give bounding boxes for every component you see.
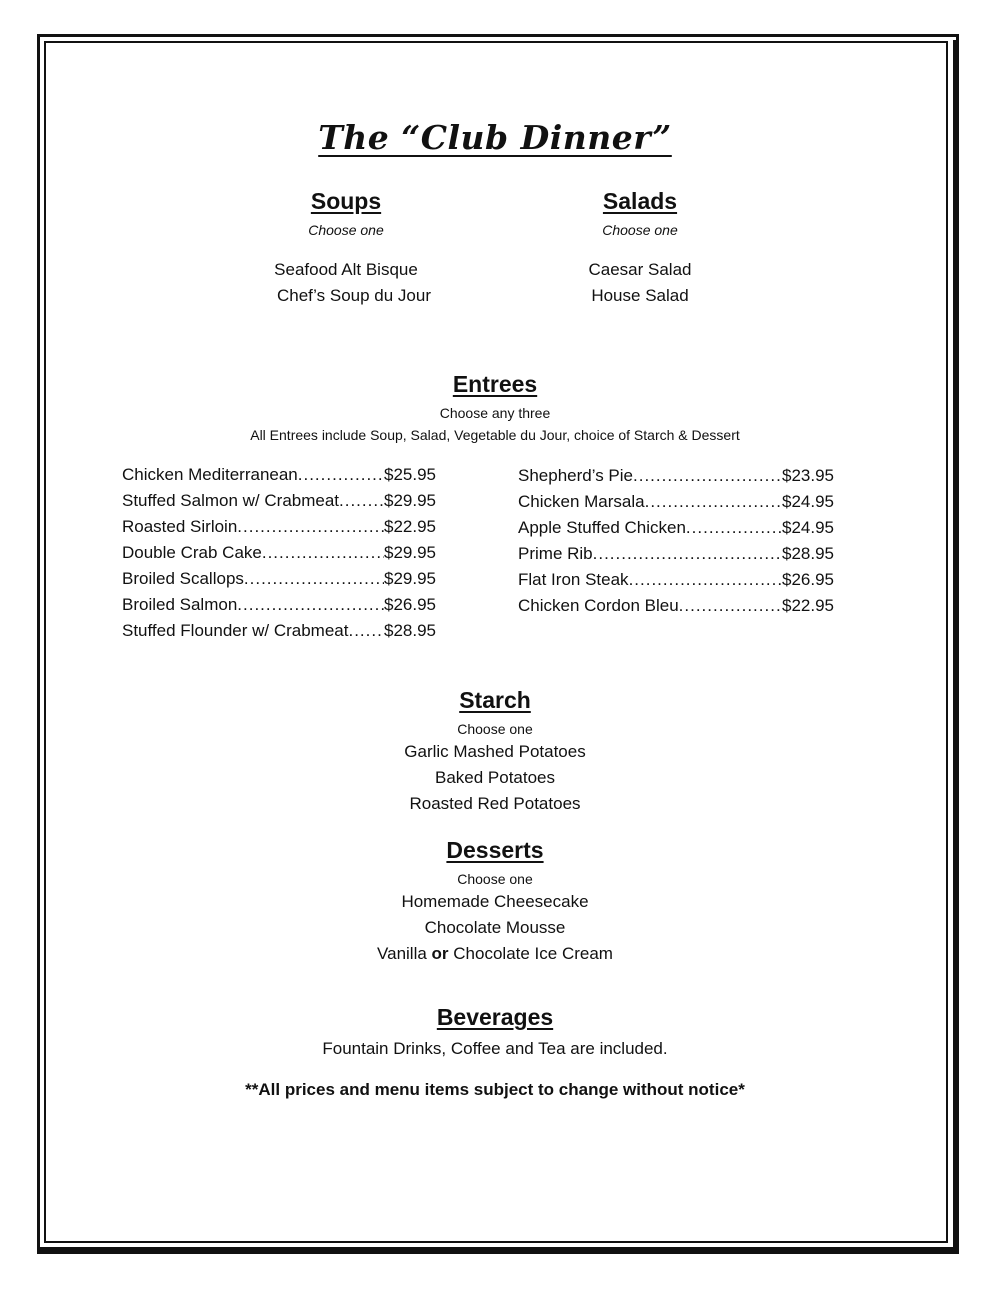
entree-row: Chicken Mediterranean ..... $25.95: [122, 462, 436, 488]
entree-row: Roasted Sirloin ..... $22.95: [122, 514, 436, 540]
soup-item: Seafood Alt Bisque: [274, 260, 418, 279]
entree-row: Broiled Salmon ..... $26.95: [122, 592, 436, 618]
entree-row: Broiled Scallops ..... $29.95: [122, 566, 436, 592]
desserts-note: Choose one: [457, 871, 533, 887]
salads-heading: Salads: [602, 188, 678, 214]
entree-row: Apple Stuffed Chicken ..... $24.95: [518, 515, 834, 541]
starch-item: Garlic Mashed Potatoes: [404, 742, 586, 761]
salad-item: Caesar Salad: [588, 260, 692, 279]
salads-note: Choose one: [602, 222, 678, 238]
beverages-text: Fountain Drinks, Coffee and Tea are included.: [322, 1039, 668, 1058]
entrees-note: Choose any three: [439, 405, 551, 421]
entrees-includes-note: All Entrees include Soup, Salad, Vegetable du Jour, choice of Starch & Dessert: [250, 427, 740, 443]
soups-heading: Soups: [310, 188, 382, 214]
dessert-item: Vanilla or Chocolate Ice Cream: [377, 944, 613, 963]
entree-row: Prime Rib ..... $28.95: [518, 541, 834, 567]
desserts-heading: Desserts: [446, 837, 544, 863]
starch-heading: Starch: [459, 687, 531, 713]
starch-note: Choose one: [457, 721, 533, 737]
soups-note: Choose one: [308, 222, 384, 238]
entree-row: Chicken Cordon Bleu ..... $22.95: [518, 593, 834, 619]
entrees-heading: Entrees: [452, 371, 538, 397]
page-border-shadow-right: [953, 40, 958, 1252]
starch-item: Roasted Red Potatoes: [409, 794, 581, 813]
entrees-left-list: [122, 462, 436, 644]
dessert-item: Homemade Cheesecake: [401, 892, 589, 911]
entree-row: Shepherd’s Pie ..... $23.95: [518, 463, 834, 489]
entrees-right-list: [518, 463, 834, 619]
entree-row: Flat Iron Steak ..... $26.95: [518, 567, 834, 593]
disclaimer: **All prices and menu items subject to change without notice*: [245, 1080, 745, 1099]
menu-title: The “Club Dinner”: [318, 118, 672, 157]
entree-row: Stuffed Salmon w/ Crabmeat ..... $29.95: [122, 488, 436, 514]
starch-item: Baked Potatoes: [434, 768, 556, 787]
salad-item: House Salad: [591, 286, 689, 305]
page-border-shadow-bottom: [40, 1247, 958, 1252]
soup-item: Chef’s Soup du Jour: [276, 286, 432, 305]
entree-row: Chicken Marsala ..... $24.95: [518, 489, 834, 515]
beverages-heading: Beverages: [436, 1004, 554, 1030]
entree-row: Stuffed Flounder w/ Crabmeat ..... $28.95: [122, 618, 436, 644]
dessert-item: Chocolate Mousse: [424, 918, 566, 937]
entree-row: Double Crab Cake ..... $29.95: [122, 540, 436, 566]
